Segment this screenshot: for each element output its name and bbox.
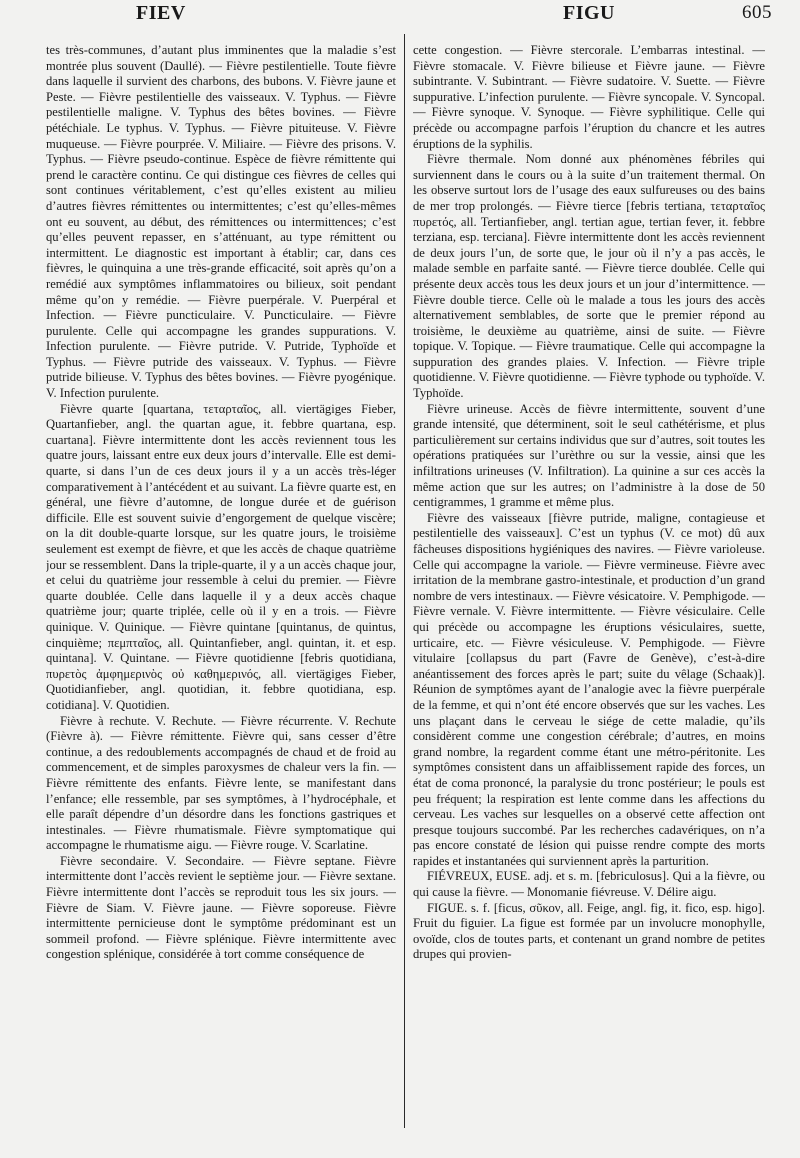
left-paragraph-2: Fièvre quarte [quartana, τεταρταῖος, all. viertägiges Fieber, Quartanfieber, angl. the quartan ague, it. febbre quartana, esp. cuartana]. Fièvre intermittente dont les accès reviennent tous les quatre jours, laissant entre eux deux jours d’intervalle. Elle est demi-quarte, si dans l’un de ces deux jours il y a un accès très-léger comparativement à l’antécédent et au suivant. La fièvre quarte est, en général, une fièvre d’automne, de longue durée et de guérison difficile. Elle est souvent suivie d’engorgement de quelque viscère; on la dit double-quarte lorsque, sur les quatre jours, le troisième seulement est exempt de fièvre, et que les accès de chaque quatrième jour se ressemblent. Dans la triple-quarte, il y a un accès chaque jour, et celui du quatrième jour ressemble à celui du premier. — Fièvre quarte doublée. Celle dans laquelle il y a deux accès chaque quatrième jour; quarte triplée, celle où il y en a trois. — Fièvre quinique. V. Quinique. — Fièvre quintane [quintanus, de quintus, cinquième; πεμπταῖος, all. Quintanfieber, angl. quintan, it. et esp. quintana]. V. Quintane. — Fièvre quotidienne [febris quotidiana, πυρετὸς ἀμφημερινὸς οὐ καθημερινός, all. viertägiges Fieber, Quotidianfieber, angl. quotidian, it. febbre quotidiana, esp. cotidiana]. V. Quotidien.	[46, 401, 396, 712]
column-divider	[404, 34, 405, 1128]
left-paragraph-1: tes très-communes, d’autant plus imminentes que la maladie s’est montrée plus souvent (Daullé). — Fièvre pestilentielle. Toute fièvre dans laquelle il survient des charbons, des bubons. V. Fièvre jaune et Peste. — Fièvre pestilentielle des vaisseaux. V. Typhus. — Fièvre pestilentielle maligne. V. Typhus des bêtes bovines. — Fièvre pétéchiale. Le typhus. V. Typhus. — Fièvre pituiteuse. V. Fièvre muqueuse. — Fièvre pourprée. V. Miliaire. — Fièvre des prisons. V. Typhus. — Fièvre pseudo-continue. Espèce de fièvre rémittente qui prend le caractère continu. Ce qui distingue ces fièvres de celles qui sont continues véritablement, c’est qu’elles existent au milieu d’autres fièvres rémittentes ou intermittentes; c’est qu’elles-mêmes ont eu souvent, au début, des rémittences ou intermittences; c’est qu’elles peuvent repasser, en s’atténuant, au type rémittent ou intermittent. Le diagnostic est important à établir; car, dans ces fièvres, le quinquina a une très-grande efficacité, soit après qu’on a remédié aux symptômes inflammatoires ou bilieux, soit pendant même qu’on y remédie. — Fièvre puerpérale. V. Puerpéral et Infection. — Fièvre puncticulaire. V. Puncticulaire. — Fièvre purulente. Celle qui accompagne les grandes suppurations. V. Infection purulente. — Fièvre putride. V. Putride, Typhoïde et Typhus. — Fièvre putride des vaisseaux. V. Typhus. — Fièvre putride bilieuse. V. Typhus des bêtes bovines. — Fièvre pyogénique. V. Infection purulente.	[46, 43, 396, 401]
right-paragraph-6: FIGUE. s. f. [ficus, σῦκον, all. Feige, angl. fig, it. fico, esp. higo]. Fruit du figuier. La figue est formée par un involucre monophylle, ovoïde, clos de toutes parts, et contenant un grand nombre de petites drupes qui provien-	[413, 900, 765, 962]
right-column	[413, 43, 765, 1133]
right-paragraph-1: cette congestion. — Fièvre stercorale. L’embarras intestinal. — Fièvre stomacale. V. Fièvre bilieuse et Fièvre jaune. — Fièvre subintrante. V. Subintrant. — Fièvre sudatoire. V. Suette. — Fièvre suppurative. L’infection purulente. — Fièvre syncopale. V. Syncopal. — Fièvre synoque. V. Synoque. — Fièvre syphilitique. Celle qui précède ou accompagne parfois l’éruption du chancre et les autres éruptions de la syphilis.	[413, 43, 765, 151]
left-guide-word: FIEV	[136, 2, 186, 24]
right-paragraph-5: FIÉVREUX, EUSE. adj. et s. m. [febriculosus]. Qui a la fièvre, ou qui cause la fièvre. — Monomanie fiévreuse. V. Délire aigu.	[413, 869, 765, 900]
left-paragraph-4: Fièvre secondaire. V. Secondaire. — Fièvre septane. Fièvre intermittente dont l’accès revient le septième jour. — Fièvre sextane. Fièvre intermittente dont l’accès se reproduit tous les six jours. — Fièvre de Siam. V. Fièvre jaune. — Fièvre soporeuse. Fièvre intermittente pernicieuse dont le symptôme prédominant est un sommeil profond. — Fièvre splénique. Fièvre intermittente avec congestion splénique, considérée à tort comme conséquence de	[46, 853, 396, 962]
right-guide-word: FIGU	[563, 2, 615, 24]
left-paragraph-3: Fièvre à rechute. V. Rechute. — Fièvre récurrente. V. Rechute (Fièvre à). — Fièvre rémittente. Fièvre qui, sans cesser d’être continue, a des redoublements accompagnés de chaud et de froid au commencement, et de simples paroxysmes de chaleur vers la fin. — Fièvre rémittente des enfants. Fièvre lente, se manifestant dans l’enfance; elle ressemble, par ses symptômes, à l’hydrocéphale, et elle paraît dépendre d’un désordre dans les fonctions gastriques et intestinales. — Fièvre rhumatismale. Fièvre symptomatique qui accompagne le rhumatisme aigu. — Fièvre rouge. V. Scarlatine.	[46, 713, 396, 853]
left-column	[46, 43, 396, 1133]
right-paragraph-2: Fièvre thermale. Nom donné aux phénomènes fébriles qui surviennent dans le cours ou à la suite d’un traitement thermal. On les observe surtout lors de l’usage des eaux sulfureuses ou des bains de mer trop prolongés. — Fièvre tierce [febris tertiana, τεταρταῖος πυρετός, all. Tertianfieber, angl. tertian ague, tertian fever, it. febbre terziana, esp. terciana]. Fièvre intermittente dont les accès reviennent de deux jours l’un, de sorte que, le jour où il n’y a pas accès, le malade semble en parfaite santé. — Fièvre tierce doublée. Celle qui présente deux accès tous les deux jours et un jour d’intermittence. — Fièvre double tierce. Celle où le malade a tous les jours des accès alternativement semblables, de sorte que le premier répond au troisième, le deuxième au quatrième, ainsi de suite. — Fièvre topique. V. Topique. — Fièvre traumatique. Celle qui accompagne la suppuration des grandes plaies. V. Infection. — Fièvre triple quotidienne. V. Fièvre quotidienne. — Fièvre typhode ou typhoïde. V. Typhoïde.	[413, 152, 765, 401]
running-head	[0, 2, 800, 32]
right-paragraph-3: Fièvre urineuse. Accès de fièvre intermittente, souvent d’une grande intensité, que déterminent, soit le seul cathétérisme, et plus particulièrement sur certains individus que sur d’autres, soit toutes les opérations pratiquées sur l’urèthre ou sur la vessie, ainsi que les infiltrations urineuses (V. Infiltration). La quinine a sur ces accès la même action que sur les autres; on l’administre à la dose de 50 centigrammes, 1 gramme et même plus.	[413, 401, 765, 510]
page-number: 605	[742, 2, 772, 23]
right-paragraph-4: Fièvre des vaisseaux [fièvre putride, maligne, contagieuse et pestilentielle des vaisseaux]. C’est un typhus (V. ce mot) dû aux fâcheuses dispositions hygiéniques des navires. — Fièvre varioleuse. Celle qui accompagne la variole. — Fièvre vermineuse. Fièvre avec irritation de la membrane gastro-intestinale, et production d’un grand nombre de vers intestinaux. — Fièvre vésicatoire. V. Pemphigode. — Fièvre vernale. V. Fièvre intermittente. — Fièvre vésiculaire. Celle qui précède ou accompagne les éruptions vésiculaires, suette, urticaire, etc. — Fièvre vésiculeuse. V. Pemphigode. — Fièvre vitulaire [collapsus du part (Favre de Genève), c’est-à-dire anéantissement des forces après le part; suite du vêlage (Schaak)]. Réunion de symptômes ayant de l’analogie avec la fièvre puerpérale de la femme, et qui n’ont été encore observés que sur les vaches. Les uns plaçant dans le cerveau le siége de cette maladie, qu’ils considèrent comme une congestion cérébrale; d’autres, en moins grand nombre, la regardent comme étant une métro-péritonite. Les symptômes consistent dans un affaiblissement rapide des forces, un état de coma prononcé, la paralysie du tronc postérieur; le pouls est peu fréquent; la respiration est lente comme dans les affections du cerveau. Les vaches sur lesquelles on a observé cette affection ont presque toujours succombé. Par les recherches cadavériques, on n’a pas encore constaté de lésion qui puisse rendre compte des morts rapides et instantanées qui surviennent après la parturition.	[413, 510, 765, 868]
